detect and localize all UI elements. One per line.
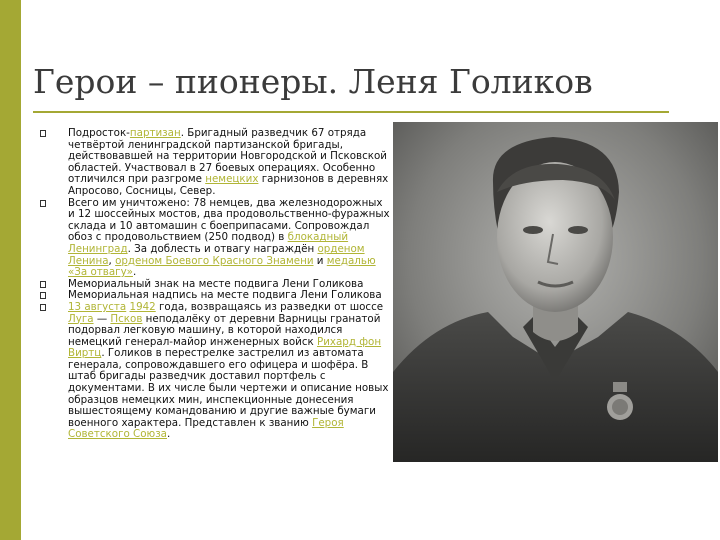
hyperlink[interactable]: медалью «За отвагу»: [68, 254, 376, 279]
bullet-text: . Голиков в перестрелке застрелил из автомата генерала, сопровождавшего его офицера и шофёра. В штаб бригады разведчик доставил портфель с документами. В их числе были чертежи и описание новых образцов немецких мин, инспекционные донесения вышестоящему командованию и другие важные бумаги военного характера. Представлен к званию: [68, 347, 389, 429]
bullet-text: гарнизонов в деревнях Апросово, Сосницы, Север.: [68, 173, 389, 197]
hyperlink[interactable]: Псков: [110, 312, 143, 325]
bullet-square-icon: [40, 304, 46, 311]
bullet-item: [40, 128, 392, 198]
hyperlink[interactable]: орденом Ленина: [68, 242, 365, 267]
bullet-text: . За доблесть и отвагу награждён: [127, 242, 318, 255]
title-underline: [33, 111, 669, 113]
bullet-text: года, возвращаясь из разведки от шоссе: [155, 300, 384, 313]
hyperlink[interactable]: немецких: [205, 173, 259, 186]
hyperlink[interactable]: партизан: [129, 127, 181, 139]
bullet-text: Подросток-: [68, 127, 130, 139]
bullet-text: .: [167, 428, 171, 441]
bullet-square-icon: [40, 292, 46, 299]
portrait-photo: [393, 122, 718, 462]
bullet-text: Мемориальный знак на месте подвига Лени Голикова: [68, 277, 364, 290]
bullet-text: неподалёку от деревни Варницы гранатой подорвал легковую машину, в которой находился немецкий генерал-майор инженерных войск: [68, 312, 381, 348]
hyperlink[interactable]: Рихард фон Виртц: [68, 335, 382, 360]
hyperlink[interactable]: Луга: [68, 312, 94, 325]
hyperlink[interactable]: 13 августа: [68, 300, 127, 313]
bullet-item: [40, 302, 392, 441]
bullet-text: .: [132, 266, 137, 279]
hyperlink[interactable]: блокадный Ленинград: [68, 231, 349, 255]
bullet-text: —: [93, 312, 111, 325]
bullet-square-icon: [40, 200, 46, 207]
accent-bar: [0, 0, 21, 540]
bullet-item: [40, 198, 392, 279]
bullet-list: [40, 128, 392, 441]
bullet-text: . Бригадный разведчик 67 отряда четвёртой ленинградской партизанской бригады, действовавшей на территории Новгородской и Псковской областей. Участвовал в 27 боевых операциях. Особенно отличился при разгроме: [68, 127, 387, 186]
hyperlink[interactable]: 1942: [129, 300, 156, 313]
slide-title: Герои – пионеры. Леня Голиков: [33, 62, 593, 101]
hyperlink[interactable]: Героя Советского Союза: [68, 416, 344, 441]
bullet-text: ,: [108, 254, 116, 267]
bullet-square-icon: [40, 130, 46, 137]
hyperlink[interactable]: орденом Боевого Красного Знамени: [115, 254, 314, 267]
bullet-text: и: [313, 254, 327, 267]
bullet-square-icon: [40, 281, 46, 288]
bullet-text: Мемориальная надпись на месте подвига Лени Голикова: [68, 289, 382, 302]
bullet-text: Всего им уничтожено: 78 немцев, два железнодорожных и 12 шоссейных мостов, два продовольственно-фуражных склада и 10 автомашин с боеприпасами. Сопровождал обоз с продовольствием (250 подвод) в: [68, 196, 390, 244]
